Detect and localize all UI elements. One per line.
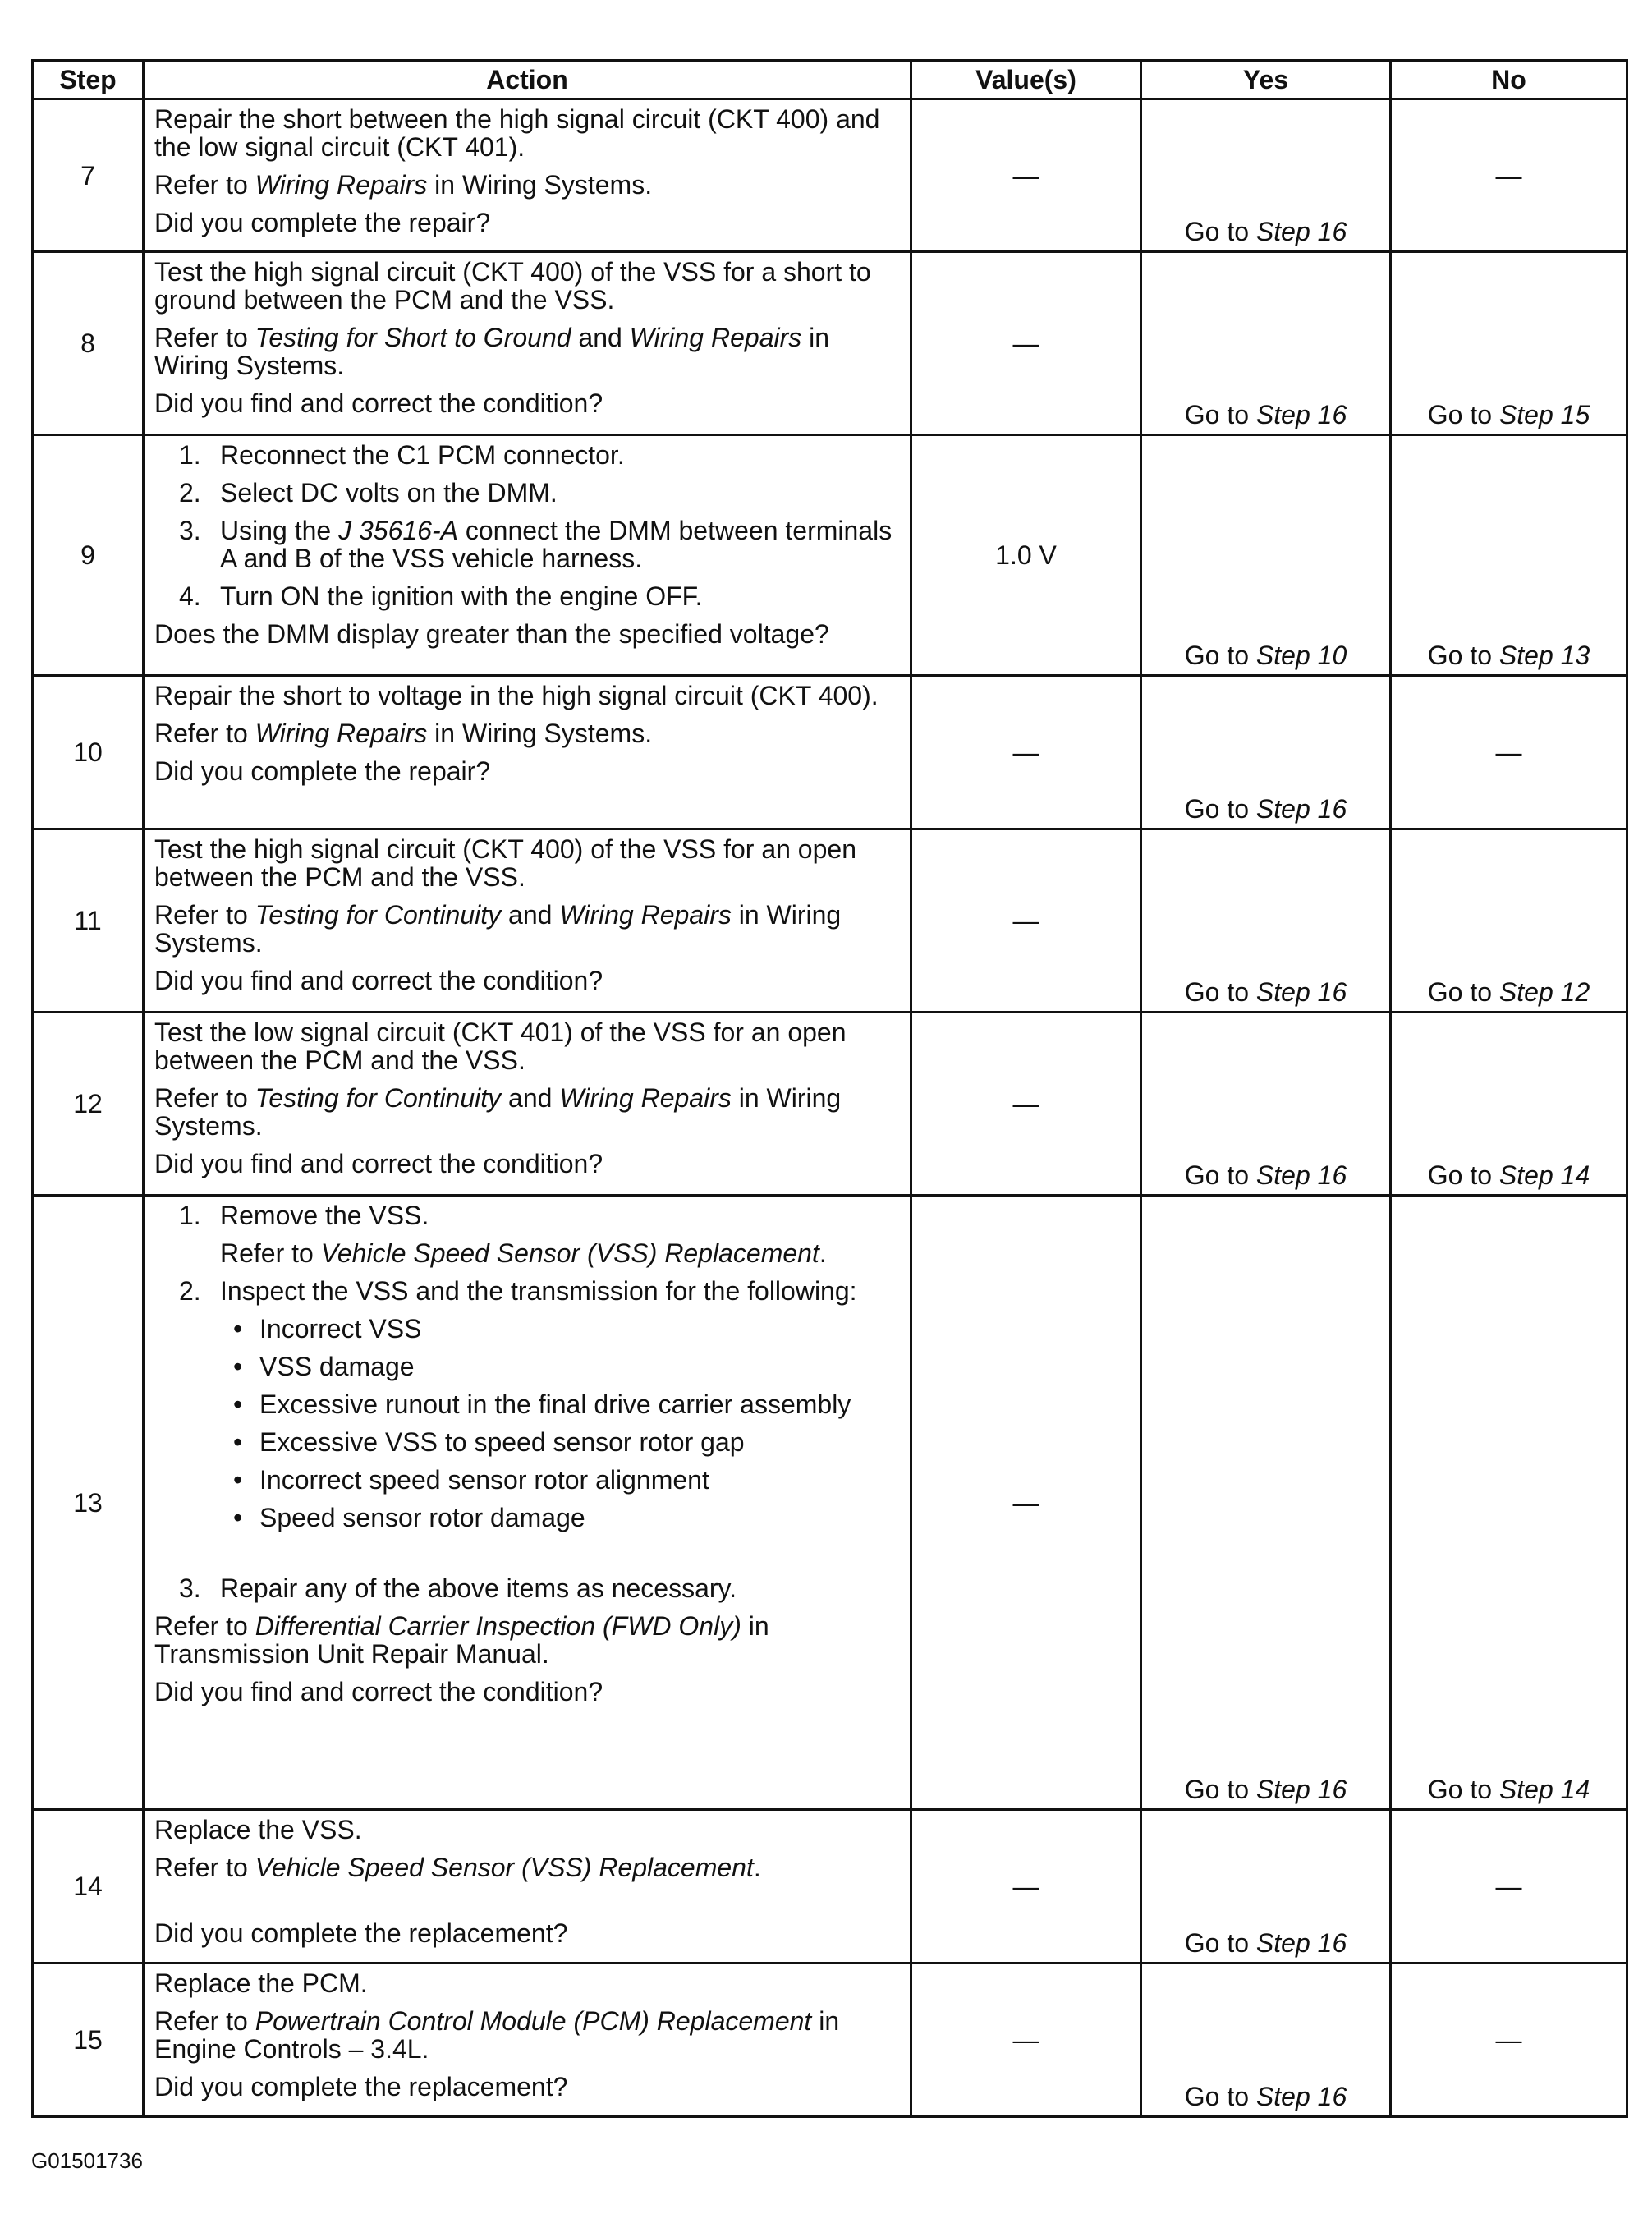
yes-cell: Go to Step 16 [1141,829,1391,1013]
action-reference: Refer to Vehicle Speed Sensor (VSS) Replacement. [220,1238,827,1268]
action-question: Did you complete the repair? [154,208,491,237]
bullet-item: • VSS damage [154,1353,900,1380]
action-text: Test the high signal circuit (CKT 400) of the VSS for a short to ground between the PCM and the VSS. [154,257,871,315]
numbered-list [154,1277,900,1305]
table-row [33,252,1627,435]
list-item: 3. Repair any of the above items as necessary. [179,1573,737,1603]
spacer [154,1541,900,1574]
value-cell: 1.0 V [911,435,1141,676]
table-row [33,1013,1627,1196]
step-number: 14 [33,1810,144,1964]
action-question: Did you find and correct the condition? [154,1149,603,1178]
action-cell [144,1810,911,1964]
header-no: No [1391,61,1627,99]
no-cell: Go to Step 14 [1391,1196,1627,1810]
no-cell: — [1391,1964,1627,2117]
table-row [33,1196,1627,1810]
no-cell: — [1391,99,1627,252]
yes-cell: Go to Step 16 [1141,1964,1391,2117]
table-row [33,1810,1627,1964]
action-reference: Refer to Powertrain Control Module (PCM) Replacement in Engine Controls – 3.4L. [154,2006,840,2064]
action-cell [144,1013,911,1196]
header-action: Action [144,61,911,99]
action-question: Did you find and correct the condition? [154,966,603,995]
yes-step-link: Step 10 [1255,641,1347,670]
action-question: Does the DMM display greater than the specified voltage? [154,619,829,649]
action-text: Test the high signal circuit (CKT 400) of the VSS for an open between the PCM and the VSS. [154,834,856,892]
bullet-list [154,1315,900,1532]
step-number: 10 [33,676,144,829]
no-cell: Go to Step 13 [1391,435,1627,676]
action-cell [144,1964,911,2117]
action-question: Did you complete the repair? [154,756,491,786]
step-number: 9 [33,435,144,676]
no-step-link: Step 13 [1498,641,1590,670]
table-header-row [33,61,1627,99]
yes-step-link: Step 16 [1255,1928,1347,1958]
action-question: Did you find and correct the condition? [154,388,603,418]
list-item: 2. Select DC volts on the DMM. [179,478,558,508]
numbered-list [154,1574,900,1602]
step-number: 11 [33,829,144,1013]
diagnostic-table [31,59,1628,2118]
action-cell [144,1196,911,1810]
figure-id: G01501736 [31,2148,143,2173]
yes-step-link: Step 16 [1255,1775,1347,1804]
no-step-link: Step 12 [1498,977,1590,1007]
no-step-link: Step 14 [1498,1160,1590,1190]
step-number: 13 [33,1196,144,1810]
step-number: 8 [33,252,144,435]
list-item: 1. Reconnect the C1 PCM connector. [179,440,625,470]
action-text: Test the low signal circuit (CKT 401) of the VSS for an open between the PCM and the VSS. [154,1017,847,1075]
no-cell: Go to Step 14 [1391,1013,1627,1196]
table-row [33,676,1627,829]
action-reference: Refer to Wiring Repairs in Wiring Systems. [154,170,653,200]
action-reference: Refer to Testing for Continuity and Wiring Repairs in Wiring Systems. [154,900,842,958]
yes-cell: Go to Step 10 [1141,435,1391,676]
no-cell: Go to Step 15 [1391,252,1627,435]
numbered-list [154,441,900,610]
yes-cell: Go to Step 16 [1141,1013,1391,1196]
value-cell: — [911,676,1141,829]
action-text: Replace the VSS. [154,1815,362,1844]
action-cell [144,829,911,1013]
step-number: 15 [33,1964,144,2117]
yes-cell: Go to Step 16 [1141,252,1391,435]
yes-cell: Go to Step 16 [1141,676,1391,829]
value-cell: — [911,1810,1141,1964]
yes-step-link: Step 16 [1255,217,1347,246]
table-row [33,99,1627,252]
yes-cell: Go to Step 16 [1141,1810,1391,1964]
action-question: Did you complete the replacement? [154,1918,568,1948]
bullet-item: • Incorrect speed sensor rotor alignment [154,1466,900,1494]
value-cell: — [911,1196,1141,1810]
yes-step-link: Step 16 [1255,794,1347,824]
step-number: 12 [33,1013,144,1196]
action-text: Repair the short between the high signal circuit (CKT 400) and the low signal circuit (CKT 401). [154,104,880,162]
action-reference: Refer to Testing for Short to Ground and Wiring Repairs in Wiring Systems. [154,323,830,380]
no-cell: Go to Step 12 [1391,829,1627,1013]
value-cell: — [911,1013,1141,1196]
bullet-item: • Excessive VSS to speed sensor rotor gap [154,1428,900,1456]
yes-step-link: Step 16 [1255,2082,1347,2111]
yes-cell: Go to Step 16 [1141,1196,1391,1810]
table-row [33,829,1627,1013]
bullet-item: • Speed sensor rotor damage [154,1504,900,1532]
bullet-item: • Excessive runout in the final drive carrier assembly [154,1390,900,1418]
action-cell [144,99,911,252]
value-cell: — [911,829,1141,1013]
header-step: Step [33,61,144,99]
no-cell: — [1391,1810,1627,1964]
table-row [33,1964,1627,2117]
value-cell: — [911,1964,1141,2117]
no-cell: — [1391,676,1627,829]
action-cell [144,435,911,676]
action-reference: Refer to Differential Carrier Inspection (FWD Only) in Transmission Unit Repair Manual. [154,1611,769,1669]
action-reference: Refer to Testing for Continuity and Wiring Repairs in Wiring Systems. [154,1083,842,1141]
bullet-item: • Incorrect VSS [154,1315,900,1343]
header-yes: Yes [1141,61,1391,99]
action-reference: Refer to Vehicle Speed Sensor (VSS) Replacement. [154,1853,761,1882]
value-cell: — [911,99,1141,252]
no-step-link: Step 14 [1498,1775,1590,1804]
step-number: 7 [33,99,144,252]
numbered-list [154,1201,900,1229]
header-value: Value(s) [911,61,1141,99]
action-question: Did you complete the replacement? [154,2072,568,2101]
list-item: 3. Using the J 35616-A connect the DMM between terminals A and B of the VSS vehicle harness. [179,516,893,573]
action-text: Repair the short to voltage in the high signal circuit (CKT 400). [154,681,879,710]
list-item: 2. Inspect the VSS and the transmission for the following: [179,1276,857,1306]
list-item: 1. Remove the VSS. [179,1201,429,1230]
yes-cell: Go to Step 16 [1141,99,1391,252]
action-text: Replace the PCM. [154,1968,368,1998]
action-cell [144,252,911,435]
diagnostic-table-page [31,59,1626,2118]
action-cell [144,676,911,829]
yes-step-link: Step 16 [1255,977,1347,1007]
yes-step-link: Step 16 [1255,1160,1347,1190]
action-reference: Refer to Wiring Repairs in Wiring Systems. [154,719,653,748]
yes-step-link: Step 16 [1255,400,1347,429]
action-question: Did you find and correct the condition? [154,1677,603,1706]
value-cell: — [911,252,1141,435]
list-item: 4. Turn ON the ignition with the engine OFF. [179,581,703,611]
no-step-link: Step 15 [1498,400,1590,429]
table-row [33,435,1627,676]
